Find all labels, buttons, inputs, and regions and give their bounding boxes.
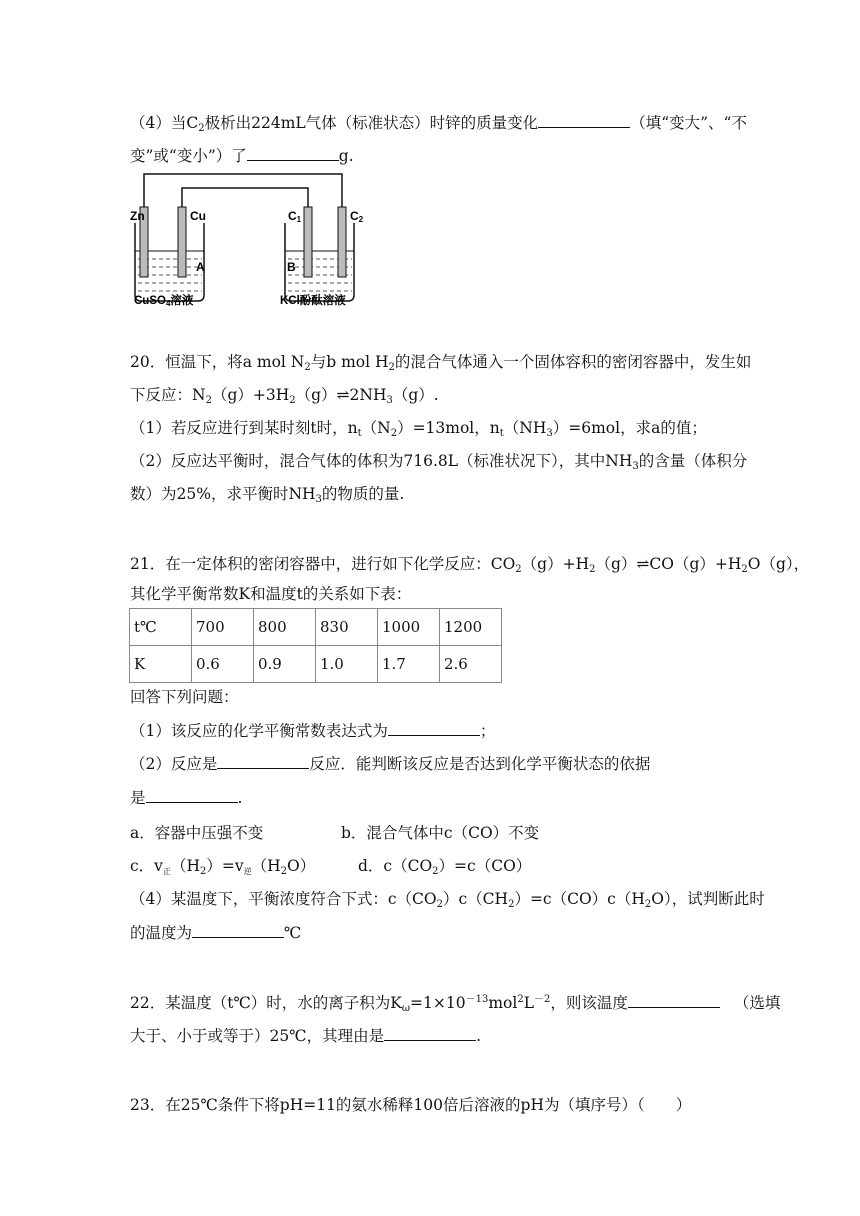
table-cell: K	[130, 646, 192, 683]
q21-line3: 回答下列问题：	[130, 688, 239, 706]
table-cell: 1200	[440, 609, 502, 646]
label-c2: C2	[350, 209, 364, 224]
table-row	[130, 646, 502, 683]
q20-line1: 20．恒温下，将a mol $N_2$与b mol $H_2$的混合气体通入一个固体容积的密闭容器中，发生如	[130, 353, 752, 373]
q19-part4-line1: （4）当$C_2$极析出224mL气体（标准状态）时锌的质量变化 （填“变大”、“不	[130, 111, 747, 134]
q21-line1: 21．在一定体积的密闭容器中，进行如下化学反应：$CO_2(g)+H_2(g)\rightleftharpoons CO(g)+H_2O(g)$，	[130, 555, 810, 575]
table-cell: 800	[254, 609, 316, 646]
table-cell: t℃	[130, 609, 192, 646]
table-cell: 1.7	[378, 646, 440, 683]
q21-option-c-line	[130, 855, 315, 877]
answer-blank[interactable]	[384, 1024, 476, 1041]
q21-line9: 的温度为 ℃	[130, 921, 301, 944]
label-right-solution: KCl酚酞溶液	[280, 295, 346, 307]
electrolysis-apparatus-figure	[130, 171, 366, 307]
option-c: c．$v_正(H_2)=v_逆(H_2O)$	[130, 857, 316, 877]
answer-blank[interactable]	[217, 752, 309, 769]
q21-line8: （4）某温度下，平衡浓度符合下式：$c(CO_2)c(CH_2)=c(CO)c(H_2O)$，试判断此时	[130, 890, 765, 910]
label-left-solution: CuSO4溶液	[134, 295, 194, 307]
q20-line2: 下反应：$N_2(g)+3H_2(g)\rightleftharpoons 2NH_3(g)$.	[130, 386, 439, 406]
q21-option-d-line	[358, 855, 531, 877]
answer-blank[interactable]	[247, 144, 339, 161]
label-a: A	[196, 260, 205, 274]
answer-blank[interactable]	[538, 111, 630, 128]
option-d: d．$c(CO_2)=c(CO)$	[358, 857, 532, 877]
q22-line1: 22．某温度（t℃）时，水的离子积为$K_\omega=1\times 10^{-13}mol^2L^{-2}$，则该温度 （选填	[130, 991, 780, 1014]
q21-line2: 其化学平衡常数K和温度t的关系如下表：	[130, 585, 412, 603]
table-cell: 0.6	[192, 646, 254, 683]
answer-blank[interactable]	[192, 921, 284, 938]
option-b: b．混合气体中c（CO）不变	[341, 824, 540, 842]
q21-line5: （2）反应是 反应．能判断该反应是否达到化学平衡状态的依据	[130, 752, 650, 775]
q20-line3: （1）若反应进行到某时刻t时，$n_t(N_2)=13mol$，$n_t(NH_3)=6mol$，求a的值；	[130, 419, 707, 439]
equilibrium-constant-table	[129, 608, 502, 683]
q21-line4: （1）该反应的化学平衡常数表达式为 ；	[130, 719, 495, 742]
q21-options-ab	[130, 822, 263, 844]
option-a: a．容器中压强不变	[130, 824, 264, 842]
label-cu: Cu	[190, 209, 206, 223]
label-c1: C1	[288, 209, 302, 224]
table-cell: 700	[192, 609, 254, 646]
label-b: B	[287, 260, 296, 274]
q21-line6: 是 .	[130, 786, 242, 809]
table-cell: 2.6	[440, 646, 502, 683]
q22-line2: 大于、小于或等于）25℃，其理由是 .	[130, 1024, 481, 1047]
table-cell: 830	[316, 609, 378, 646]
answer-blank[interactable]	[628, 991, 720, 1008]
table-cell: 0.9	[254, 646, 316, 683]
label-zn: Zn	[130, 209, 145, 223]
q20-line4: （2）反应达平衡时，混合气体的体积为716.8L（标准状况下），其中$NH_3$的含量（体积分	[130, 452, 748, 472]
answer-blank[interactable]	[146, 786, 238, 803]
q19-part4-line2: 变”或“变小”）了 g.	[130, 144, 354, 167]
table-cell: 1.0	[316, 646, 378, 683]
table-row	[130, 609, 502, 646]
q20-line5: 数）为25%，求平衡时$NH_3$的物质的量.	[130, 485, 405, 505]
q23-line1: 23．在25℃条件下将pH=11的氨水稀释100倍后溶液的pH为（填序号）（ ）	[130, 1096, 692, 1114]
table-cell: 1000	[378, 609, 440, 646]
q21-option-b-line	[341, 822, 539, 844]
answer-blank[interactable]	[388, 719, 480, 736]
